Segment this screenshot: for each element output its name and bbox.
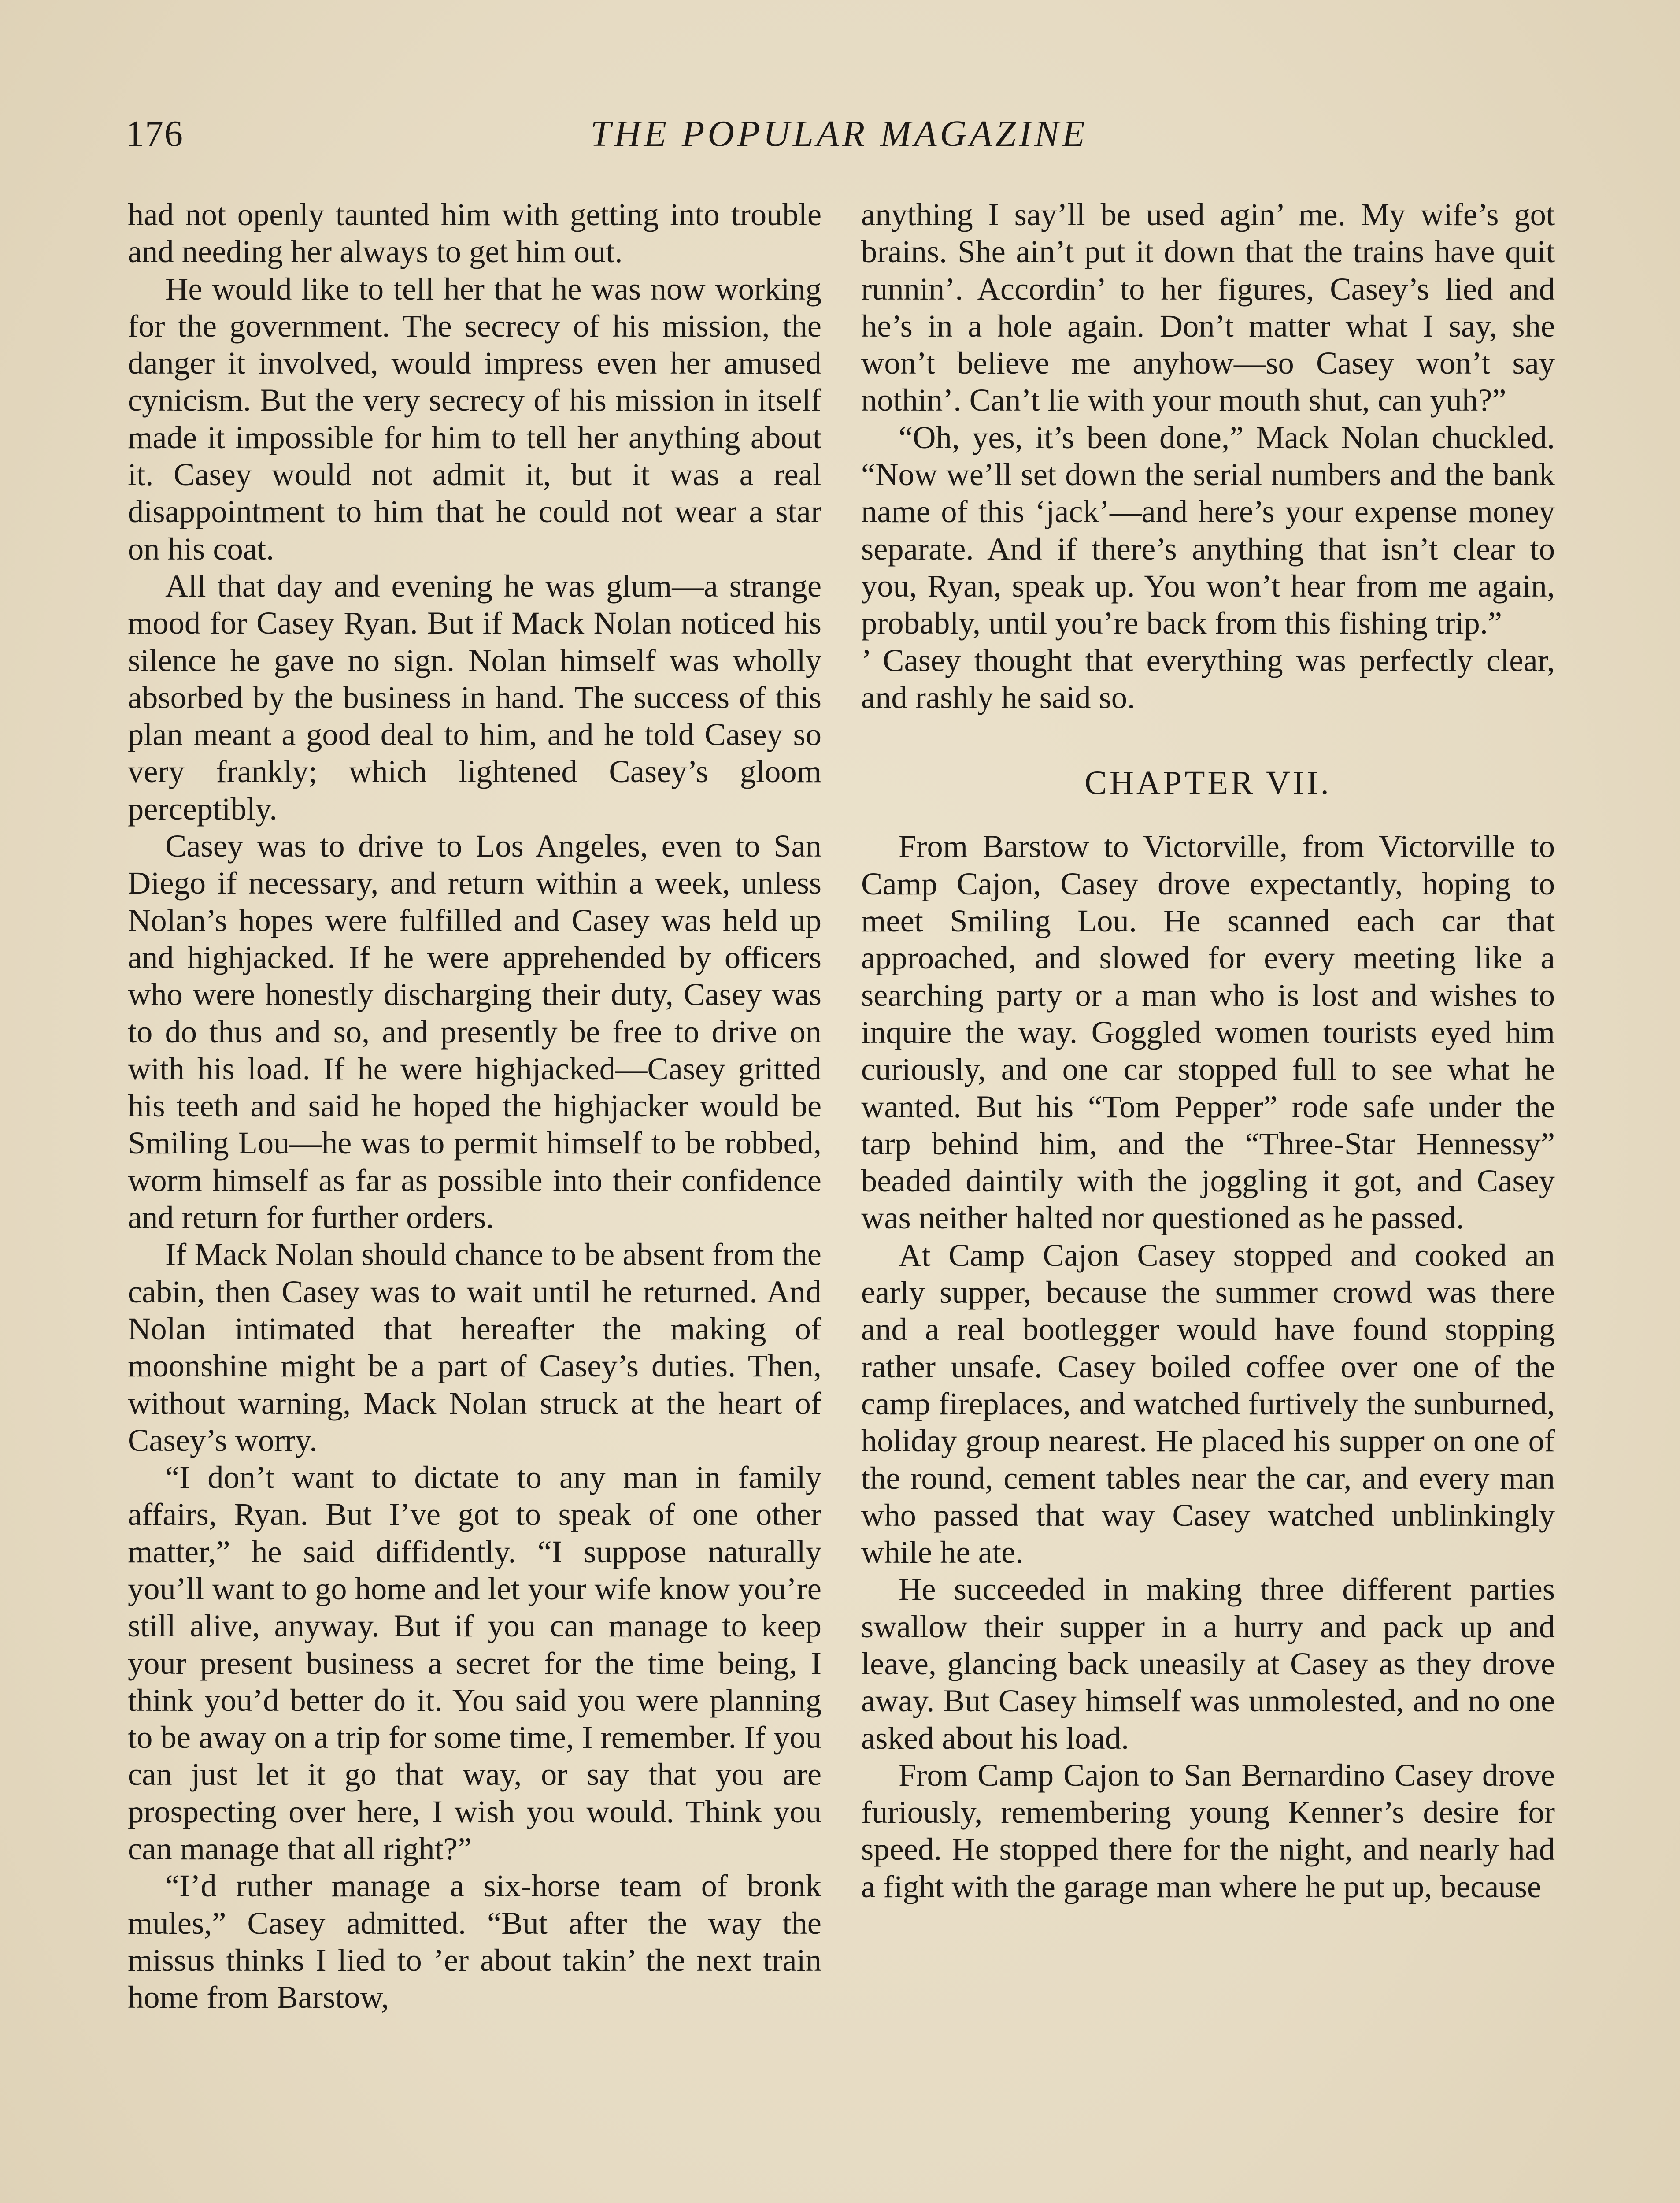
- left-column: [128, 196, 821, 2016]
- page-header: [126, 112, 1553, 165]
- paragraph: Casey was to drive to Los Angeles, even to San Diego if necessary, and return within a week, unless Nolan’s hopes were fulfilled and Casey was held up and highjacked. If he were apprehended by officers who were honestly discharging their duty, Casey was to do thus and so, and presently be free to drive on with his load. If he were highjacked—Casey gritted his teeth and said he hoped the highjacker would be Smiling Lou—he was to permit himself to be robbed, worm himself as far as possible into their confidence and return for further orders.: [128, 828, 821, 1235]
- paragraph: “I’d ruther manage a six-horse team of bronk mules,” Casey admitted. “But after the way the missus thinks I lied to ’er about takin’ the next train home from Barstow,: [128, 1868, 821, 2015]
- paragraph: had not openly taunted him with getting into trouble and needing her always to get him out.: [128, 197, 821, 270]
- paragraph: From Barstow to Victorville, from Victorville to Camp Cajon, Casey drove expectantly, hoping to meet Smiling Lou. He scanned each car that approached, and slowed for every meeting like a searching party or a man who is lost and wishes to inquire the way. Goggled women tourists eyed him curiously, and one car stopped full to see what he wanted. But his “Tom Pepper” rode safe under the tarp behind him, and the “Three-Star Hennessy” beaded daintily with the joggling it got, and Casey was neither halted nor questioned as he passed.: [861, 828, 1555, 1236]
- paragraph: He would like to tell her that he was now working for the government. The secrecy of his mission, the danger it involved, would impress even her amused cynicism. But the very secrecy of his mission in itself made it impossible for him to tell her anything about it. Casey would not admit it, but it was a real disappointment to him that he could not wear a star on his coat.: [128, 271, 821, 567]
- paragraph: If Mack Nolan should chance to be absent from the cabin, then Casey was to wait until he returned. And Nolan intimated that hereafter the making of moonshine might be a part of Casey’s duties. Then, without warning, Mack Nolan struck at the heart of Casey’s worry.: [128, 1236, 821, 1458]
- paragraph: “Oh, yes, it’s been done,” Mack Nolan chuckled. “Now we’ll set down the serial numbers and the bank name of this ‘jack’—and here’s your expense money separate. And if there’s anything that isn’t clear to you, Ryan, speak up. You won’t hear from me again, probably, until you’re back from this fishing trip.”: [861, 419, 1555, 641]
- page-number: 176: [126, 113, 184, 154]
- paragraph: At Camp Cajon Casey stopped and cooked an early supper, because the summer crowd was there and a real bootlegger would have found stopping rather unsafe. Casey boiled coffee over one of the camp fireplaces, and watched furtively the sunburned, holiday group nearest. He placed his supper on one of the round, cement tables near the car, and every man who passed that way Casey watched unblinkingly while he ate.: [861, 1237, 1555, 1570]
- paragraph: ’ Casey thought that everything was perfectly clear, and rashly he said so.: [861, 642, 1555, 715]
- paragraph: From Camp Cajon to San Bernardino Casey drove furiously, remembering young Kenner’s desire for speed. He stopped there for the night, and nearly had a fight with the garage man where he put up, because: [861, 1757, 1555, 1904]
- chapter-heading: CHAPTER VII.: [1084, 764, 1332, 802]
- paragraph: “I don’t want to dictate to any man in family affairs, Ryan. But I’ve got to speak of one other matter,” he said diffidently. “I suppose naturally you’ll want to go home and let your wife know you’re still alive, anyway. But if you can manage to keep your present business a secret for the time being, I think you’d better do it. You said you were planning to be away on a trip for some time, I remember. If you can just let it go that way, or say that you are prospecting over here, I wish you would. Think you can manage that all right?”: [128, 1459, 821, 1867]
- right-column: [861, 196, 1555, 1905]
- running-head: THE POPULAR MAGAZINE: [590, 113, 1088, 154]
- paragraph: anything I say’ll be used agin’ me. My wife’s got brains. She ain’t put it down that the trains have quit runnin’. Accordin’ to her figures, Casey’s lied and he’s in a hole again. Don’t matter what I say, she won’t believe me anyhow—so Casey won’t say nothin’. Can’t lie with your mouth shut, can yuh?”: [861, 197, 1555, 418]
- paragraph: He succeeded in making three different parties swallow their supper in a hurry and pack up and leave, glancing back uneasily at Casey as they drove away. But Casey himself was unmolested, and no one asked about his load.: [861, 1571, 1555, 1756]
- paragraph: All that day and evening he was glum—a strange mood for Casey Ryan. But if Mack Nolan noticed his silence he gave no sign. Nolan himself was wholly absorbed by the business in hand. The success of this plan meant a good deal to him, and he told Casey so very frankly; which lightened Casey’s gloom perceptibly.: [128, 567, 821, 827]
